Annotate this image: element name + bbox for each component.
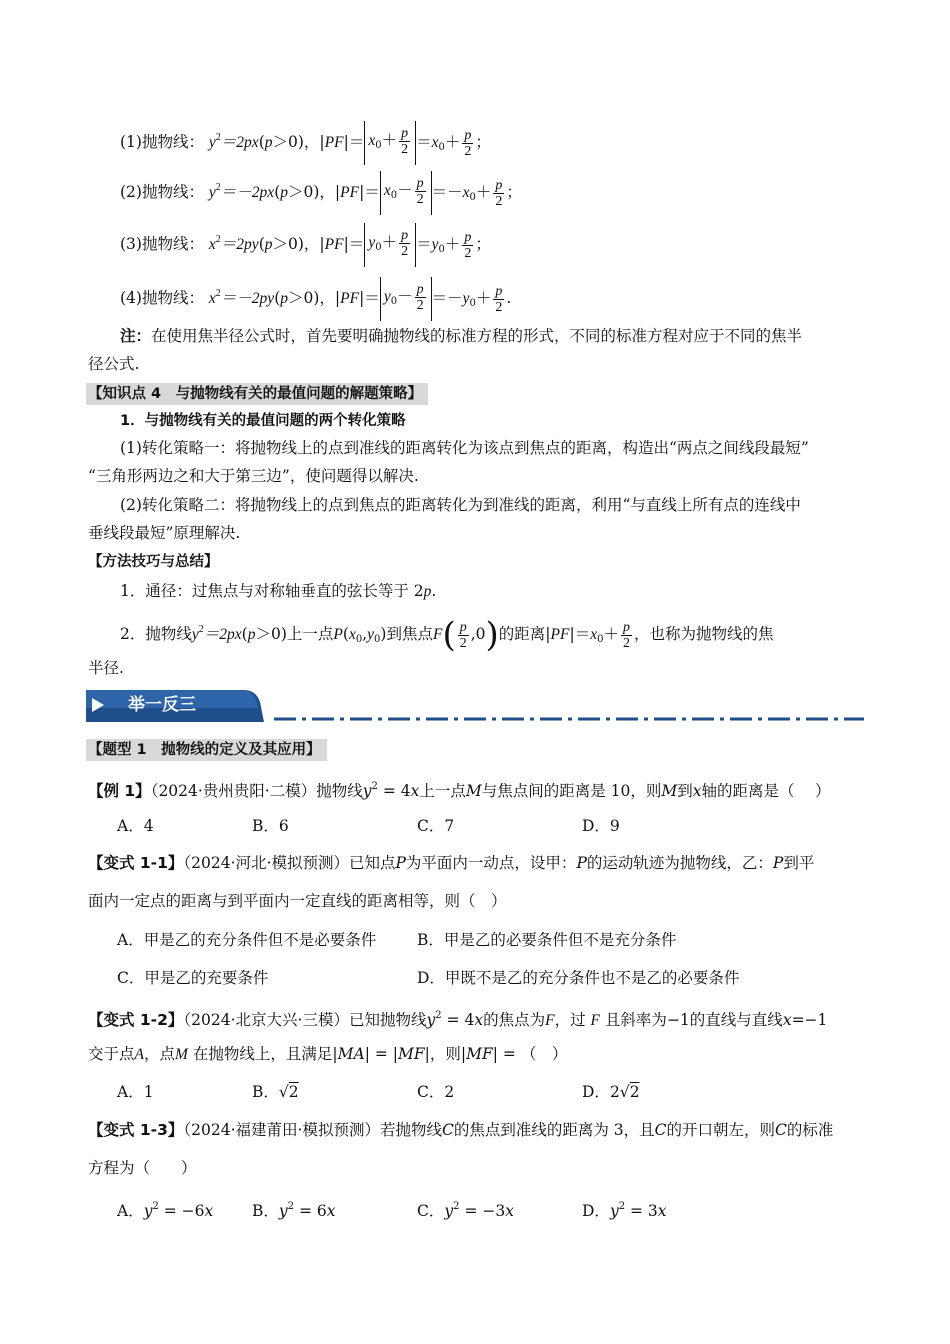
question-text: 与焦点间的距离是 10，则: [481, 782, 662, 800]
question-text: 轴的距离是（ ）: [701, 782, 831, 800]
question-text: 抛物线: [316, 782, 363, 800]
v12-option-a[interactable]: A．1: [117, 1083, 154, 1101]
method-2-cont: [88, 656, 868, 680]
question-text: 已知抛物线: [348, 1011, 427, 1029]
question-text: 的标准: [786, 1121, 834, 1139]
method-1: 1．通径：过焦点与对称轴垂直的弦长等于 2p.: [120, 582, 437, 600]
v12-option-c[interactable]: C．2: [417, 1083, 455, 1101]
v12-option-b[interactable]: B．√2: [252, 1083, 299, 1101]
banner-title: 举一反三: [128, 695, 196, 715]
note-text: 径公式.: [88, 355, 140, 373]
type-1-header: [86, 739, 327, 761]
v11-option-a[interactable]: A．甲是乙的充分条件但不是必要条件: [117, 931, 377, 949]
v12-option-d[interactable]: D．2√2: [582, 1083, 640, 1101]
question-tag: 【变式 1-3】: [88, 1121, 184, 1139]
paragraph-text: (1)转化策略一：将抛物线上的点到准线的距离转化为该点到焦点的距离，构造出“两点之间线段最短”: [120, 439, 809, 457]
note-label: 注：: [120, 327, 152, 345]
question-text: 到: [677, 782, 693, 800]
v11-option-d[interactable]: D．甲既不是乙的充分条件也不是乙的必要条件: [417, 969, 740, 987]
question-text: 的焦点为: [483, 1011, 546, 1029]
v13-option-c[interactable]: C．$y^2 = -3x$: [417, 1201, 514, 1220]
question-text: ，过: [554, 1011, 586, 1029]
question-text: 到平: [783, 854, 815, 872]
variant-1-3-line-2: [88, 1156, 868, 1180]
kp4-strategy-1b: [88, 464, 868, 488]
math-var: p: [423, 583, 432, 600]
methods-header: [88, 550, 868, 574]
question-tag: 【变式 1-1】: [88, 854, 184, 872]
paragraph-text: 垂线段最短”原理解决.: [88, 524, 241, 542]
formula-label: (2)抛物线：: [120, 183, 204, 201]
v11-option-b[interactable]: B．甲是乙的必要条件但不是充分条件: [417, 931, 677, 949]
formula-4: (4)抛物线： $x^2=-2py(p>0)$，$|PF|= y_0-$ $\frac{p}{2}$ $=-y_0+$ $\frac{p}{2}$ .: [120, 274, 868, 324]
question-text: 交于点: [88, 1045, 135, 1063]
question-text: 在抛物线上，且满足: [192, 1045, 333, 1063]
question-text: 方程为（ ）: [88, 1159, 197, 1177]
variant-1-3-line-1: 【变式 1-3】（2024·福建莆田·模拟预测）若抛物线C的焦点到准线的距离为 3，且C的开口朝左，则C的标准: [88, 1121, 834, 1139]
option-label: B．: [252, 1083, 279, 1101]
formula-2: (2)抛物线： $y^2=-2px(p>0)$，$|PF|= x_0-$ $\frac{p}{2}$ $=-x_0+$ $\frac{p}{2}$ ；: [120, 168, 868, 218]
section-title: 【方法技巧与总结】: [88, 554, 219, 570]
variant-1-1-line-2: [88, 889, 868, 913]
v13-option-b[interactable]: B．$y^2 = 6x$: [252, 1201, 336, 1220]
question-source: （2024·河北·模拟预测）: [183, 854, 349, 872]
example-1: 【例 1】（2024·贵州贵阳·二模）抛物线$y^2 = 4x$上一点M与焦点间的距离是 10，则M到x轴的距离是（ ）: [88, 781, 831, 800]
kp4-strategy-2b: [88, 521, 868, 545]
question-text: ，点: [143, 1045, 175, 1063]
option-label: B．: [252, 1202, 279, 1220]
question-text: 面内一定点的距离与到平面内一定直线的距离相等，则（ ）: [88, 892, 507, 910]
paragraph-text: (2)转化策略二：将抛物线上的点到焦点的距离转化为到准线的距离，利用“与直线上所有点的连线中: [120, 496, 801, 514]
knowledge-point-4-header: [86, 383, 428, 405]
note-line-1: [120, 324, 868, 348]
method-text: 2．抛物线: [120, 625, 192, 643]
subtitle-text: 1．与抛物线有关的最值问题的两个转化策略: [120, 413, 406, 429]
method-text: 半径.: [88, 659, 124, 677]
question-text: 的直线与直线: [689, 1011, 783, 1029]
formula-label: (1)抛物线：: [120, 133, 204, 151]
note-text: 在使用焦半径公式时，首先要明确抛物线的标准方程的形式，不同的标准方程对应于不同的焦半: [151, 327, 803, 345]
formula-1: (1)抛物线： $y^2=2px(p>0)$，$|PF|= x_0+$ $\frac{p}{2}$ $=x_0+$ $\frac{p}{2}$ ；: [120, 118, 868, 168]
ex1-option-a[interactable]: A．4: [117, 817, 154, 835]
method-text: 1．通径：过焦点与对称轴垂直的弦长等于 2: [120, 582, 424, 600]
note-line-2: [88, 352, 868, 376]
variant-1-1-line-1: 【变式 1-1】（2024·河北·模拟预测）已知点P为平面内一动点，设甲：P的运动轨迹为抛物线，乙：P到平: [88, 854, 815, 872]
question-text: 为平面内一动点，设甲：: [405, 854, 577, 872]
method-2: 2．抛物线$y^2=2px(p>0)$上一点$P(x_0,y_0)$到焦点F( $\frac{p}{2}$ ,0)的距离$|PF|=x_0+$ $\frac{p}{2}$ ，也称为抛物线的焦: [120, 615, 774, 655]
question-text: 的开口朝左，则: [666, 1121, 776, 1139]
method-text: 的距离: [498, 625, 546, 643]
method-text: ，也称为抛物线的焦: [633, 625, 774, 643]
option-label: D．: [582, 1202, 610, 1220]
option-label: D．: [582, 1083, 610, 1101]
question-source: （2024·福建莆田·模拟预测）: [183, 1121, 380, 1139]
method-text: 上一点: [286, 625, 334, 643]
formula-label: (4)抛物线：: [120, 289, 204, 307]
question-tag: 【例 1】: [88, 782, 151, 800]
question-text: 且斜率为: [604, 1011, 667, 1029]
variant-1-2-line-1: 【变式 1-2】（2024·北京大兴·三模）已知抛物线$y^2 = 4x$的焦点为F，过 F 且斜率为−1的直线与直线x=−1: [88, 1010, 828, 1029]
question-text: 的焦点到准线的距离为 3，且: [453, 1121, 655, 1139]
question-text: 的运动轨迹为抛物线，乙：: [586, 854, 773, 872]
v13-option-d[interactable]: D．$y^2 = 3x$: [582, 1201, 667, 1220]
ex1-option-c[interactable]: C．7: [417, 817, 455, 835]
paragraph-text: “三角形两边之和大于第三边”，使问题得以解决.: [88, 467, 419, 485]
question-source: （2024·贵州贵阳·二模）: [150, 782, 317, 800]
kp4-strategy-1a: [120, 436, 868, 460]
section-title: 【知识点 4 与抛物线有关的最值问题的解题策略】: [88, 386, 423, 402]
option-label: C．: [417, 1202, 445, 1220]
kp4-subtitle: [120, 409, 868, 433]
kp4-strategy-2a: [120, 493, 868, 517]
question-text: 上一点: [419, 782, 466, 800]
question-text: 若抛物线: [379, 1121, 442, 1139]
question-source: （2024·北京大兴·三模）: [183, 1011, 349, 1029]
question-tag: 【变式 1-2】: [88, 1011, 184, 1029]
formula-label: (3)抛物线：: [120, 235, 204, 253]
dash-dot-divider: [274, 716, 864, 722]
v11-option-c[interactable]: C．甲是乙的充要条件: [117, 969, 269, 987]
variant-1-2-line-2: 交于点A，点M 在抛物线上，且满足|MA| = |MF|，则|MF| = （ ）: [88, 1045, 568, 1063]
method-text: 到焦点: [386, 625, 433, 643]
ex1-option-d[interactable]: D．9: [582, 817, 620, 835]
section-title: 【题型 1 抛物线的定义及其应用】: [88, 742, 321, 758]
question-text: （ ）: [520, 1045, 568, 1063]
option-label: A．: [117, 1202, 144, 1220]
question-text: 已知点: [348, 854, 396, 872]
v13-option-a[interactable]: A．$y^2 = -6x$: [117, 1201, 214, 1220]
ex1-option-b[interactable]: B．6: [252, 817, 289, 835]
formula-3: (3)抛物线： $x^2=2py(p>0)$，$|PF|= y_0+$ $\frac{p}{2}$ $=y_0+$ $\frac{p}{2}$ ；: [120, 220, 868, 270]
question-text: ，则: [429, 1045, 461, 1063]
